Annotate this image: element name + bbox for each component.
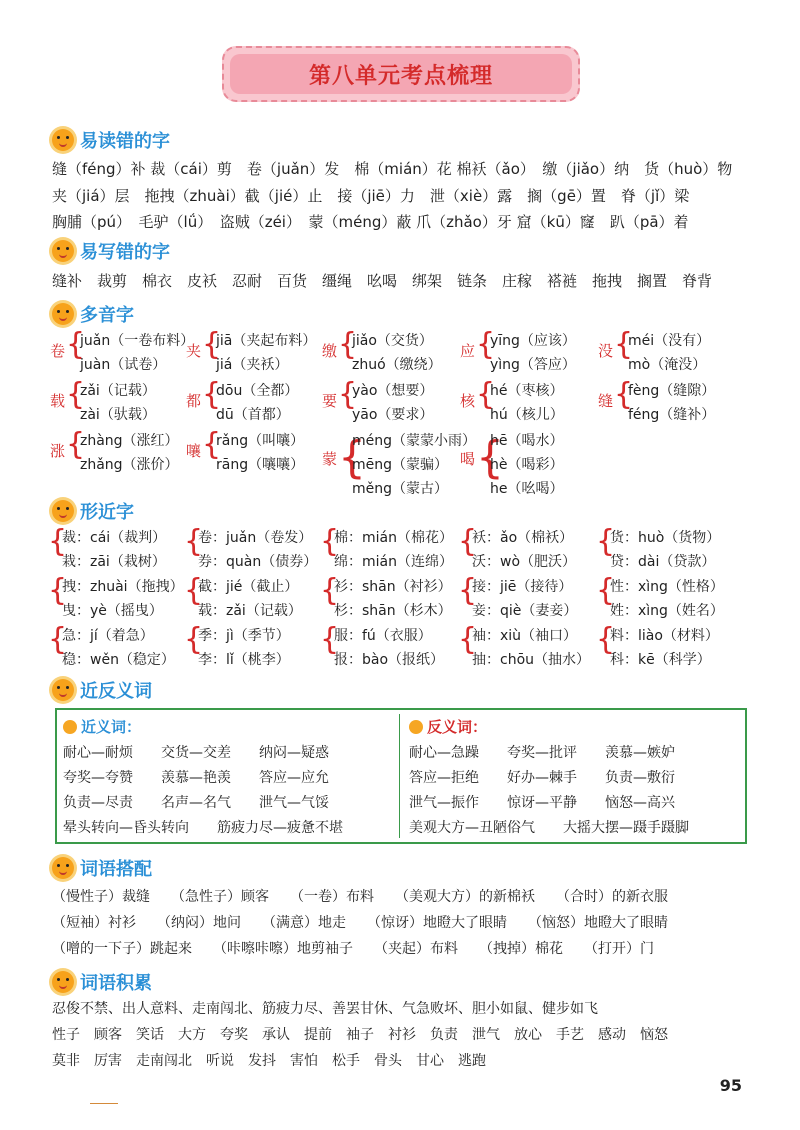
sun-icon: [52, 240, 74, 262]
section-title: 易读错的字: [80, 131, 170, 152]
brace-icon: {: [596, 573, 616, 608]
polyphone-char: 夹: [186, 342, 202, 360]
synonym-row: 夸奖—夸赞 羡慕—艳羡 答应—应允: [63, 770, 329, 786]
read-row: 胸脯（pú） 毛驴（lǘ） 盗贼（zéi） 蒙（méng）蔽 爪（zhǎo）牙 窟（kū）窿 趴（pā）着: [52, 213, 689, 231]
page-title: 第八单元考点梳理: [308, 63, 493, 89]
brace-icon: {: [320, 622, 340, 657]
antonym-row: 美观大方—丑陋俗气 大摇大摆—蹑手蹑脚: [409, 820, 689, 836]
section-header-polyphone: [52, 300, 134, 328]
brace-icon: {: [202, 427, 222, 462]
synonym-row: 负责—尽责 名声—名气 泄气—气馁: [63, 795, 329, 811]
similar-entry: 服：fú（衣服）: [334, 628, 432, 644]
brace-icon: {: [66, 427, 86, 462]
polyphone-reading: méng（蒙蒙小雨）: [352, 433, 477, 449]
section-header-similar: [52, 497, 134, 525]
polyphone-reading: dōu（全都）: [216, 383, 299, 399]
sun-icon: [52, 303, 74, 325]
similar-entry: 科：kē（科学）: [610, 652, 711, 668]
similar-entry: 抽：chōu（抽水）: [472, 652, 591, 668]
synonym-row: 耐心—耐烦 交货—交差 纳闷—疑惑: [63, 745, 329, 761]
polyphone-reading: juǎn（一卷布料）: [80, 333, 195, 349]
brace-icon: {: [458, 524, 478, 559]
similar-entry: 料：liào（材料）: [610, 628, 719, 644]
similar-entry: 拽：zhuài（拖拽）: [62, 579, 184, 595]
polyphone-reading: zhǎng（涨价）: [80, 457, 179, 473]
similar-entry: 货：huò（货物）: [610, 530, 721, 546]
section-title: 词语积累: [80, 973, 152, 994]
sun-icon: [52, 679, 74, 701]
polyphone-reading: jiá（夹袄）: [216, 357, 289, 373]
brace-icon: {: [476, 377, 496, 412]
similar-entry: 妾：qiè（妻妾）: [472, 603, 578, 619]
similar-entry: 衫：shān（衬衫）: [334, 579, 452, 595]
antonym-label: 反义词：: [427, 718, 488, 736]
polyphone-reading: rāng（嚷嚷）: [216, 457, 305, 473]
sun-icon: [52, 500, 74, 522]
polyphone-reading: hé（枣核）: [490, 383, 564, 399]
synonym-label: 近义词：: [81, 718, 142, 736]
polyphone-char: 卷: [50, 342, 66, 360]
brace-icon: {: [476, 327, 496, 362]
read-row: 夹（jiá）层 拖拽（zhuài）截（jié）止 接（jiē）力 泄（xiè）露 搁（gē）置 脊（jǐ）梁: [52, 187, 690, 205]
similar-entry: 券：quàn（债券）: [198, 554, 318, 570]
antonym-row: 答应—拒绝 好办—棘手 负责—敷衍: [409, 770, 675, 786]
polyphone-reading: dū（首都）: [216, 407, 290, 423]
polyphone-char: 缝: [598, 392, 614, 410]
similar-entry: 沃：wò（肥沃）: [472, 554, 577, 570]
sun-icon: [52, 129, 74, 151]
polyphone-char: 核: [460, 392, 476, 410]
similar-entry: 曳：yè（摇曳）: [62, 603, 163, 619]
antonym-row: 泄气—振作 惊讶—平静 恼怒—高兴: [409, 795, 675, 811]
similar-entry: 报：bào（报纸）: [334, 652, 445, 668]
similar-entry: 季：jì（季节）: [198, 628, 290, 644]
similar-entry: 裁：cái（裁判）: [62, 530, 167, 546]
polyphone-reading: hú（核儿）: [490, 407, 564, 423]
similar-entry: 性：xìng（性格）: [610, 579, 724, 595]
section-title: 易写错的字: [80, 242, 170, 263]
similar-entry: 急：jí（着急）: [62, 628, 154, 644]
similar-entry: 稳：wěn（稳定）: [62, 652, 175, 668]
section-header-accumulation: [52, 968, 152, 996]
brace-icon: {: [48, 524, 68, 559]
polyphone-reading: měng（蒙古）: [352, 481, 449, 497]
polyphone-reading: hē（喝水）: [490, 433, 564, 449]
section-header-read: [52, 126, 170, 154]
polyphone-reading: rǎng（叫嚷）: [216, 433, 305, 449]
similar-entry: 杉：shān（杉木）: [334, 603, 452, 619]
similar-entry: 棉：mián（棉花）: [334, 530, 453, 546]
dot-icon: [409, 720, 423, 734]
similar-entry: 李：lǐ（桃李）: [198, 652, 290, 668]
title-banner-inner: [230, 54, 572, 94]
brace-icon: {: [48, 573, 68, 608]
brace-icon: {: [614, 377, 634, 412]
section-header-synonym: [52, 676, 152, 704]
similar-entry: 袄：ǎo（棉袄）: [472, 530, 574, 546]
brace-icon: {: [320, 524, 340, 559]
title-banner: [222, 46, 580, 102]
polyphone-reading: mēng（蒙骗）: [352, 457, 449, 473]
antonym-header: [409, 716, 487, 737]
polyphone-reading: féng（缝补）: [628, 407, 716, 423]
brace-icon: {: [338, 432, 366, 483]
brace-icon: {: [338, 327, 358, 362]
footer-line: [90, 1103, 118, 1104]
polyphone-char: 嚷: [186, 442, 202, 460]
polyphone-reading: juàn（试卷）: [80, 357, 167, 373]
polyphone-reading: zhàng（涨红）: [80, 433, 179, 449]
section-title: 近反义词: [80, 681, 152, 702]
polyphone-reading: hè（喝彩）: [490, 457, 564, 473]
brace-icon: {: [184, 524, 204, 559]
polyphone-char: 喝: [460, 450, 476, 468]
collocation-row: （噌的一下子）跳起来 （咔嚓咔嚓）地剪袖子 （夹起）布料 （拽掉）棉花 （打开）门: [52, 941, 654, 957]
brace-icon: {: [184, 573, 204, 608]
similar-entry: 接：jiē（接待）: [472, 579, 573, 595]
sun-icon: [52, 857, 74, 879]
polyphone-reading: mò（淹没）: [628, 357, 707, 373]
collocation-row: （慢性子）裁缝 （急性子）顾客 （一卷）布料 （美观大方）的新棉袄 （合时）的新衣服: [52, 889, 668, 905]
polyphone-reading: jiā（夹起布料）: [216, 333, 317, 349]
section-title: 多音字: [80, 305, 134, 326]
accumulation-row: 忍俊不禁、出人意料、走南闯北、筋疲力尽、善罢甘休、气急败坏、胆小如鼠、健步如飞: [52, 1001, 598, 1017]
polyphone-char: 应: [460, 342, 476, 360]
synonym-row: 晕头转向—昏头转向 筋疲力尽—疲惫不堪: [63, 820, 343, 836]
synonym-header: [63, 716, 141, 737]
write-row: 缝补 裁剪 棉衣 皮袄 忍耐 百货 缰绳 吆喝 绑架 链条 庄稼 褡裢 拖拽 搁置 脊背: [52, 272, 713, 290]
similar-entry: 卷：juǎn（卷发）: [198, 530, 313, 546]
polyphone-char: 要: [322, 392, 338, 410]
accumulation-row: 性子 顾客 笑话 大方 夸奖 承认 提前 袖子 衬衫 负责 泄气 放心 手艺 感动 恼怒: [52, 1027, 668, 1043]
polyphone-reading: jiǎo（交货）: [352, 333, 433, 349]
brace-icon: {: [320, 573, 340, 608]
polyphone-char: 都: [186, 392, 202, 410]
antonym-row: 耐心—急躁 夸奖—批评 羡慕—嫉妒: [409, 745, 675, 761]
synonym-antonym-box: [55, 708, 747, 844]
sun-icon: [52, 971, 74, 993]
brace-icon: {: [66, 327, 86, 362]
dot-icon: [63, 720, 77, 734]
brace-icon: {: [458, 622, 478, 657]
polyphone-reading: yīng（应该）: [490, 333, 576, 349]
section-header-collocation: [52, 854, 152, 882]
similar-entry: 截：jié（截止）: [198, 579, 299, 595]
similar-entry: 绵：mián（连绵）: [334, 554, 453, 570]
polyphone-char: 缴: [322, 342, 338, 360]
collocation-row: （短袖）衬衫 （纳闷）地问 （满意）地走 （惊讶）地瞪大了眼睛 （恼怒）地瞪大了眼睛: [52, 915, 668, 931]
similar-entry: 姓：xìng（姓名）: [610, 603, 724, 619]
similar-entry: 载：zǎi（记载）: [198, 603, 302, 619]
polyphone-reading: zǎi（记载）: [80, 383, 156, 399]
polyphone-char: 没: [598, 342, 614, 360]
section-title: 形近字: [80, 502, 134, 523]
polyphone-reading: fèng（缝隙）: [628, 383, 716, 399]
accumulation-row: 莫非 厉害 走南闯北 听说 发抖 害怕 松手 骨头 甘心 逃跑: [52, 1053, 486, 1069]
brace-icon: {: [202, 327, 222, 362]
similar-entry: 袖：xiù（袖口）: [472, 628, 578, 644]
brace-icon: {: [184, 622, 204, 657]
brace-icon: {: [66, 377, 86, 412]
brace-icon: {: [458, 573, 478, 608]
polyphone-reading: méi（没有）: [628, 333, 711, 349]
polyphone-reading: zài（驮载）: [80, 407, 156, 423]
brace-icon: {: [476, 432, 504, 483]
polyphone-reading: zhuó（缴绕）: [352, 357, 442, 373]
box-divider: [399, 714, 400, 838]
similar-entry: 贷：dài（贷款）: [610, 554, 716, 570]
brace-icon: {: [596, 622, 616, 657]
polyphone-reading: he（吆喝）: [490, 481, 564, 497]
brace-icon: {: [338, 377, 358, 412]
polyphone-reading: yāo（要求）: [352, 407, 434, 423]
section-header-write: [52, 237, 170, 265]
brace-icon: {: [48, 622, 68, 657]
similar-entry: 栽：zāi（栽树）: [62, 554, 166, 570]
page-number: 95: [719, 1076, 742, 1095]
polyphone-char: 涨: [50, 442, 66, 460]
section-title: 词语搭配: [80, 859, 152, 880]
brace-icon: {: [596, 524, 616, 559]
read-row: 缝（féng）补 裁（cái）剪 卷（juǎn）发 棉（mián）花 棉袄（ǎo） 缴（jiǎo）纳 货（huò）物: [52, 160, 733, 178]
polyphone-char: 载: [50, 392, 66, 410]
polyphone-reading: yìng（答应）: [490, 357, 576, 373]
polyphone-char: 蒙: [322, 450, 338, 468]
polyphone-reading: yào（想要）: [352, 383, 434, 399]
brace-icon: {: [202, 377, 222, 412]
brace-icon: {: [614, 327, 634, 362]
